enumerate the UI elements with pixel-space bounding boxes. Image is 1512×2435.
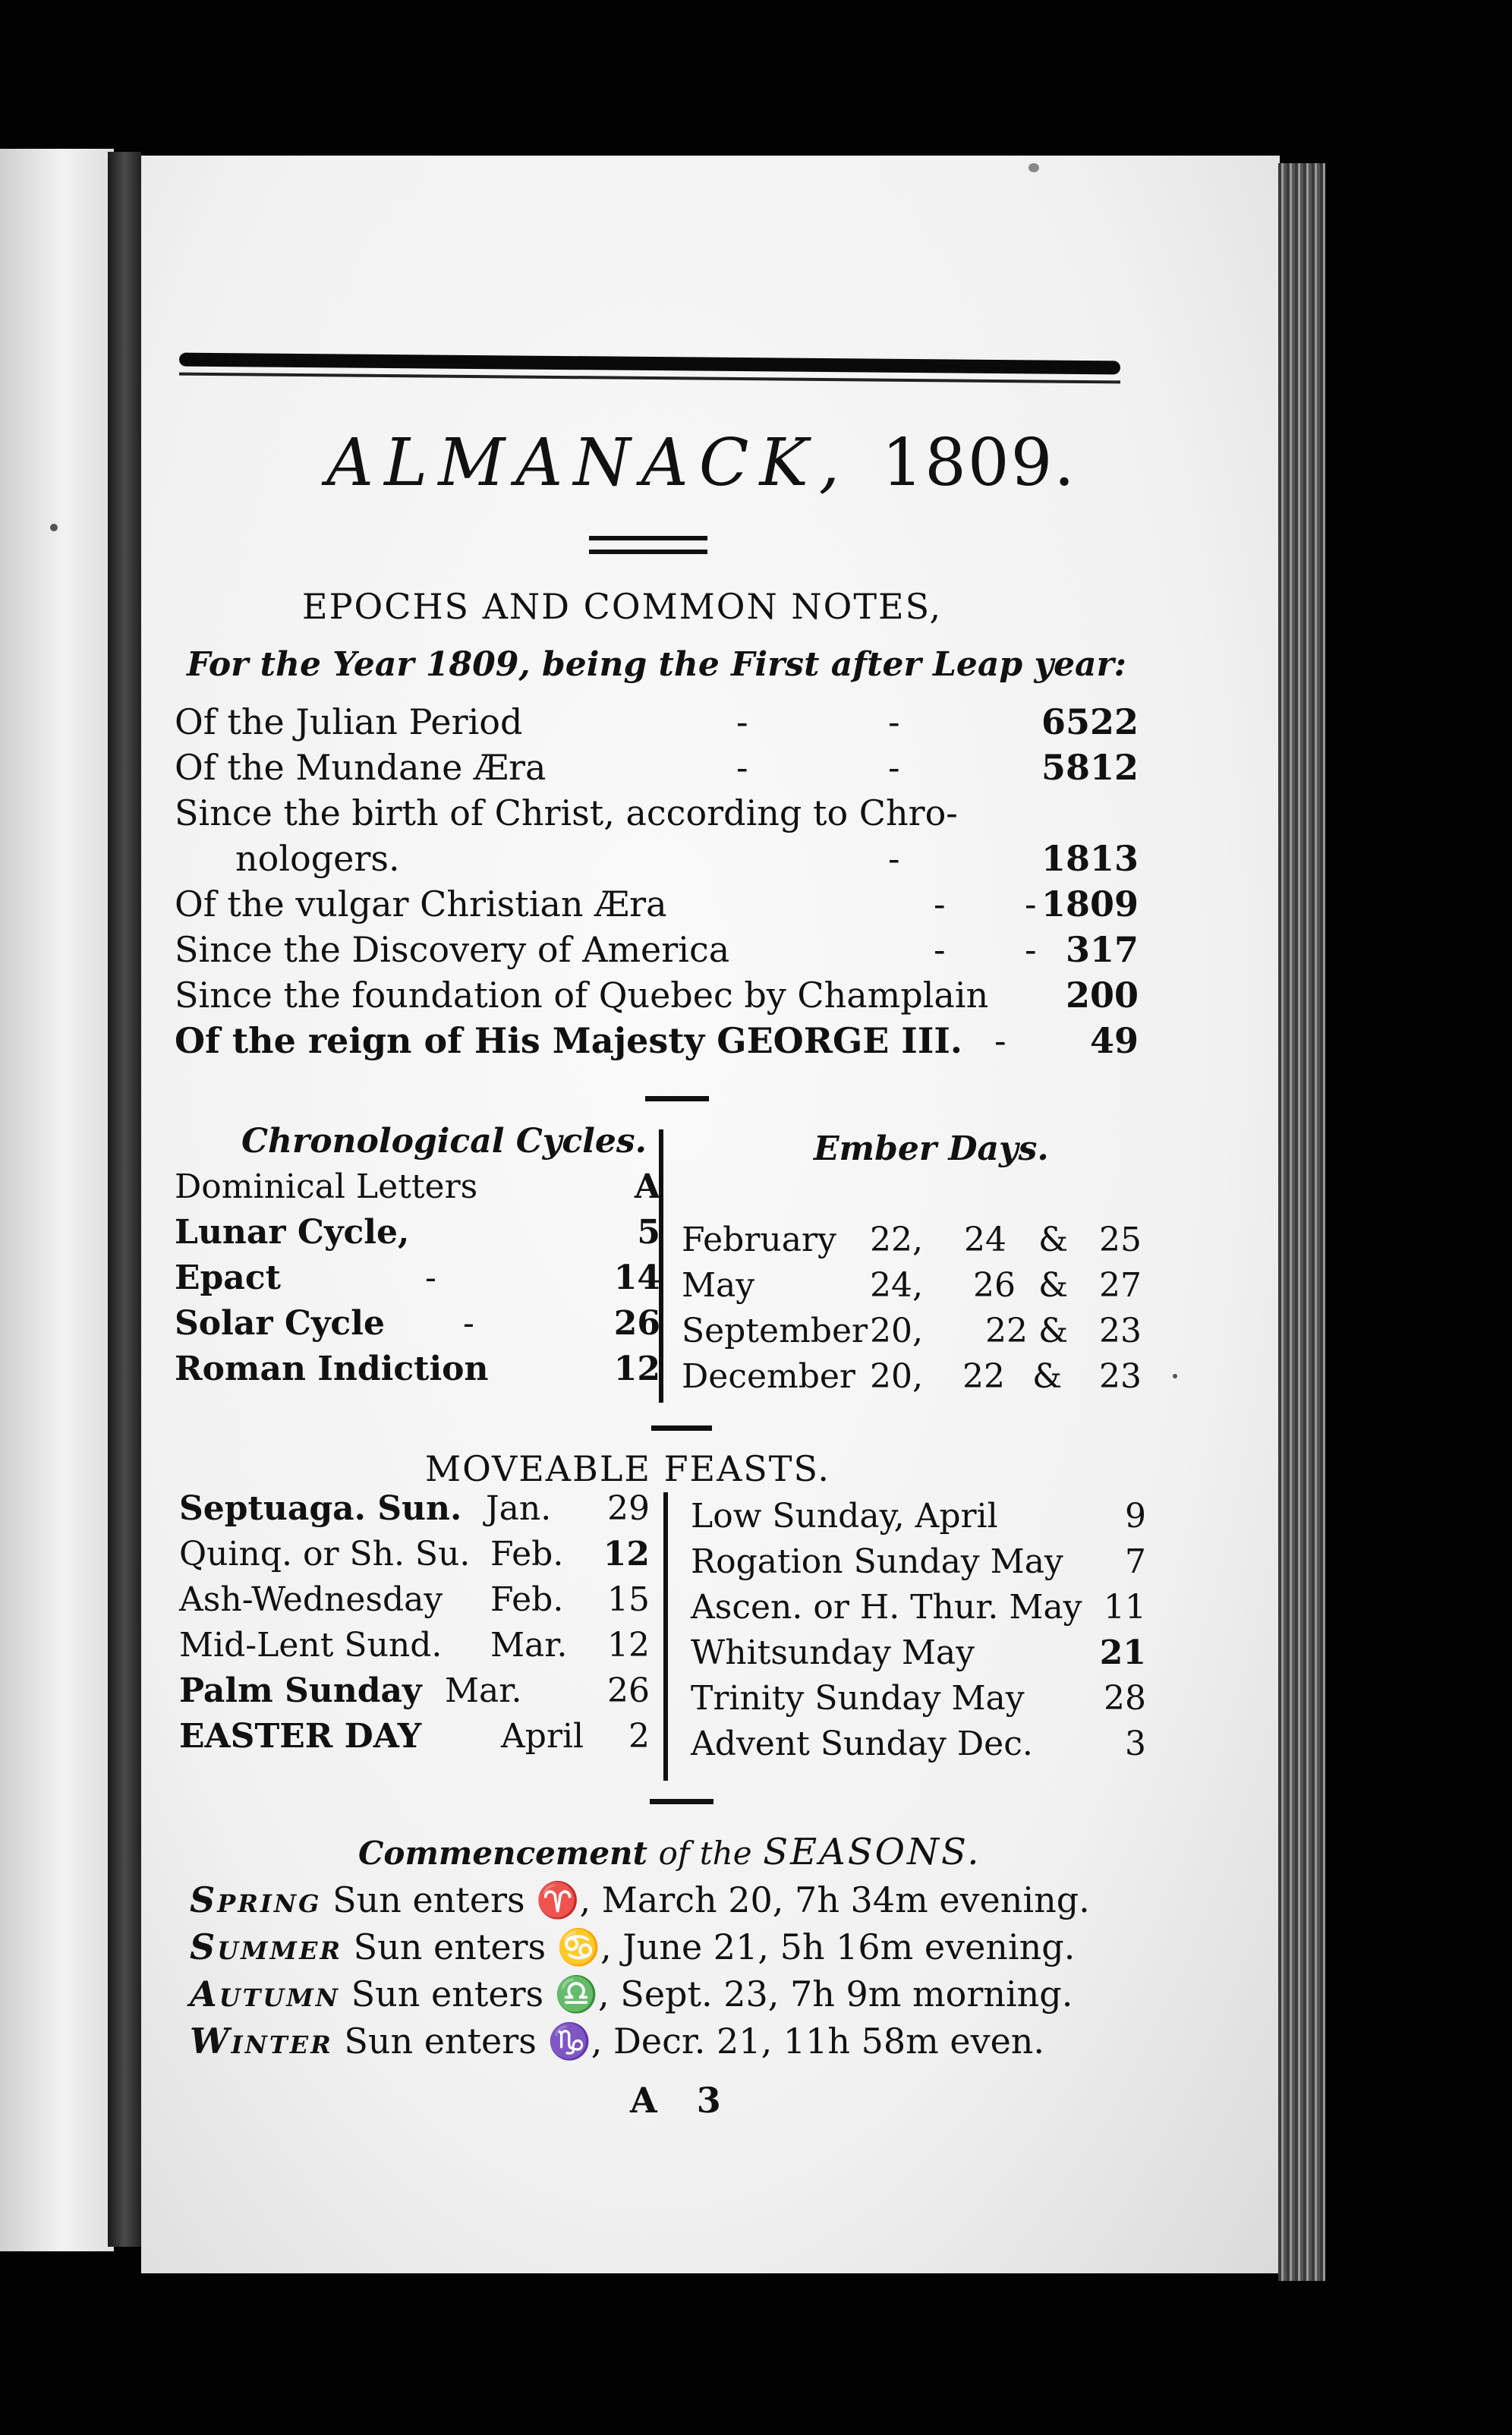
cycle-value: 12 (613, 1350, 660, 1388)
feast-row (691, 1633, 1146, 1679)
ember-day: 22 (985, 1312, 1028, 1350)
feast-name: Mid-Lent Sund. (179, 1626, 443, 1665)
feast-month: April (501, 1717, 584, 1756)
season-row (190, 1926, 1146, 1974)
feast-day: 29 (607, 1489, 650, 1528)
column-divider (663, 1492, 668, 1781)
epoch-value: 5812 (1041, 747, 1139, 788)
season-name: Autumn (190, 1974, 340, 2014)
feast-month: Mar. (445, 1671, 522, 1710)
section-rule (650, 1799, 713, 1804)
ember-day: 23 (1099, 1357, 1142, 1396)
seasons-heading-main: SEASONS. (763, 1831, 981, 1873)
ember-month: December (682, 1357, 855, 1396)
feast-name: Advent Sunday Dec. (691, 1725, 1033, 1763)
ember-row (682, 1312, 1145, 1357)
feast-day: 9 (1125, 1497, 1146, 1536)
epoch-row (175, 701, 1139, 747)
feast-name: Ash-Wednesday (179, 1580, 443, 1619)
epoch-row (175, 929, 1139, 975)
leader-dash: - (463, 1304, 474, 1343)
cycle-row (175, 1213, 660, 1258)
epoch-row (175, 838, 1139, 884)
season-text: Sun enters ♑, Decr. 21, 11h 58m even. (344, 2021, 1045, 2062)
feast-name: Palm Sunday (179, 1671, 422, 1710)
feasts-heading: MOVEABLE FEASTS. (425, 1448, 830, 1489)
ember-day: 22, (870, 1221, 923, 1259)
feast-row (691, 1497, 1146, 1542)
epoch-label: Since the Discovery of America (175, 929, 730, 970)
epochs-subheading: For the Year 1809, being the First after Leap year: (187, 645, 1126, 684)
left-page-edge (0, 149, 114, 2251)
seasons-heading-of: of the (658, 1835, 752, 1872)
leader-dash: - (1025, 884, 1037, 925)
season-row (190, 1879, 1146, 1926)
cycle-label: Lunar Cycle, (175, 1213, 410, 1252)
season-name: Summer (190, 1926, 342, 1967)
cycle-label: Roman Indiction (175, 1350, 489, 1388)
seasons-heading-pre: Commencement (358, 1835, 647, 1872)
cycle-value: 5 (637, 1213, 660, 1252)
epoch-value: 6522 (1041, 701, 1139, 742)
page-title (326, 425, 1076, 501)
feast-name: Quinq. or Sh. Su. (179, 1535, 471, 1573)
ember-row (682, 1221, 1145, 1266)
feast-month: Mar. (490, 1626, 568, 1665)
ember-row (682, 1266, 1145, 1312)
feast-row (691, 1588, 1146, 1633)
title-rule-top (589, 536, 707, 540)
epoch-label: Of the Julian Period (175, 701, 523, 742)
cycle-row (175, 1258, 660, 1304)
ember-day: 23 (1099, 1312, 1142, 1350)
book-gutter (108, 152, 141, 2247)
feast-day: 21 (1099, 1633, 1146, 1672)
feast-day: 11 (1104, 1588, 1146, 1627)
feast-row (179, 1580, 650, 1626)
leader-dash: - (736, 701, 748, 742)
epoch-row (175, 884, 1139, 929)
ember-day: 22 (962, 1357, 1005, 1396)
ember-day: 20, (870, 1312, 923, 1350)
feast-day: 12 (603, 1535, 650, 1573)
epoch-row (175, 1020, 1139, 1066)
season-text: Sun enters ♋, June 21, 5h 16m evening. (353, 1926, 1076, 1967)
feast-month: Feb. (490, 1580, 564, 1619)
leader-dash: - (736, 747, 748, 788)
season-text: Sun enters ♎, Sept. 23, 7h 9m morning. (351, 1974, 1073, 2014)
seasons-heading (358, 1831, 981, 1873)
epoch-value: 49 (1089, 1020, 1139, 1061)
epoch-label: Of the Mundane Æra (175, 747, 547, 788)
cycle-label: Dominical Letters (175, 1167, 478, 1206)
ember-amp: & (1032, 1357, 1063, 1396)
cycle-label: Solar Cycle (175, 1304, 385, 1343)
ink-speck (1028, 163, 1039, 172)
ink-speck (1173, 1374, 1177, 1378)
feast-day: 15 (607, 1580, 650, 1619)
feast-day: 2 (628, 1717, 650, 1756)
cycle-label: Epact (175, 1258, 281, 1297)
page-edges-right (1278, 163, 1325, 2281)
cycle-value: 14 (613, 1258, 660, 1297)
feast-name: Rogation Sunday May (691, 1542, 1063, 1581)
feast-row (179, 1626, 650, 1671)
ink-speck (50, 524, 58, 531)
leader-dash: - (888, 838, 900, 879)
leader-dash: - (888, 701, 900, 742)
feast-row (179, 1717, 650, 1762)
ember-amp: & (1038, 1221, 1069, 1259)
epoch-label: nologers. (235, 838, 400, 879)
ember-month: May (682, 1266, 755, 1305)
season-name: Spring (190, 1879, 322, 1920)
cycles-heading: Chronological Cycles. (241, 1122, 647, 1161)
feast-row (691, 1725, 1146, 1770)
ember-amp: & (1038, 1312, 1069, 1350)
cycle-row (175, 1167, 660, 1213)
feast-row (179, 1535, 650, 1580)
title-word: ALMANACK, (326, 425, 851, 501)
ember-row (682, 1357, 1145, 1403)
leader-dash: - (1025, 929, 1037, 970)
epoch-value: 1813 (1041, 838, 1139, 879)
feast-name: Whitsunday May (691, 1633, 975, 1672)
leader-dash: - (934, 884, 946, 925)
epoch-row (175, 975, 1139, 1020)
epochs-heading: EPOCHS AND COMMON NOTES, (302, 586, 943, 627)
ember-amp: & (1038, 1266, 1069, 1305)
ember-day: 27 (1099, 1266, 1142, 1305)
leader-dash: - (994, 1020, 1006, 1061)
epoch-value: 317 (1065, 929, 1139, 970)
feast-name: Low Sunday, April (691, 1497, 998, 1536)
cycle-value: A (634, 1167, 660, 1206)
epoch-value: 1809 (1041, 884, 1139, 925)
leader-dash: - (425, 1258, 436, 1297)
ember-day: 25 (1099, 1221, 1142, 1259)
feast-day: 26 (607, 1671, 650, 1710)
ember-month: September (682, 1312, 868, 1350)
feast-month: Feb. (490, 1535, 564, 1573)
feast-row (691, 1542, 1146, 1588)
cycle-value: 26 (613, 1304, 660, 1343)
ember-day: 20, (870, 1357, 923, 1396)
section-rule (645, 1096, 709, 1101)
season-row (190, 2021, 1146, 2068)
feast-name: Trinity Sunday May (691, 1679, 1025, 1718)
feast-month: Jan. (486, 1489, 552, 1528)
feast-row (179, 1489, 650, 1535)
title-rule-bottom (589, 550, 707, 554)
cycle-row (175, 1304, 660, 1350)
season-row (190, 1974, 1146, 2021)
feast-day: 28 (1104, 1679, 1146, 1718)
ember-month: February (682, 1221, 836, 1259)
epoch-label: Of the vulgar Christian Æra (175, 884, 667, 925)
leader-dash: - (888, 747, 900, 788)
epoch-label: Since the foundation of Quebec by Champlain (175, 975, 989, 1016)
cycle-row (175, 1350, 660, 1395)
ember-day: 24, (870, 1266, 923, 1305)
ember-day: 26 (973, 1266, 1016, 1305)
feast-day: 7 (1125, 1542, 1146, 1581)
epoch-row (175, 747, 1139, 792)
page-signature: A 3 (630, 2080, 735, 2121)
feast-name: Ascen. or H. Thur. May (691, 1588, 1082, 1627)
feast-day: 12 (607, 1626, 650, 1665)
feast-name: EASTER DAY (179, 1717, 422, 1756)
season-text: Sun enters ♈, March 20, 7h 34m evening. (332, 1879, 1090, 1920)
epoch-label: Of the reign of His Majesty GEORGE III. (175, 1020, 962, 1061)
epoch-label: Since the birth of Christ, according to Chro- (175, 792, 958, 833)
epoch-value: 200 (1065, 975, 1139, 1016)
feast-row (179, 1671, 650, 1717)
season-name: Winter (190, 2021, 333, 2062)
ember-heading: Ember Days. (814, 1129, 1049, 1168)
leader-dash: - (934, 929, 946, 970)
section-rule (651, 1425, 712, 1431)
title-year: 1809. (881, 425, 1076, 501)
ember-day: 24 (964, 1221, 1006, 1259)
epoch-row (175, 792, 1139, 838)
feast-day: 3 (1125, 1725, 1146, 1763)
feast-name: Septuaga. Sun. (179, 1489, 462, 1528)
feast-row (691, 1679, 1146, 1725)
